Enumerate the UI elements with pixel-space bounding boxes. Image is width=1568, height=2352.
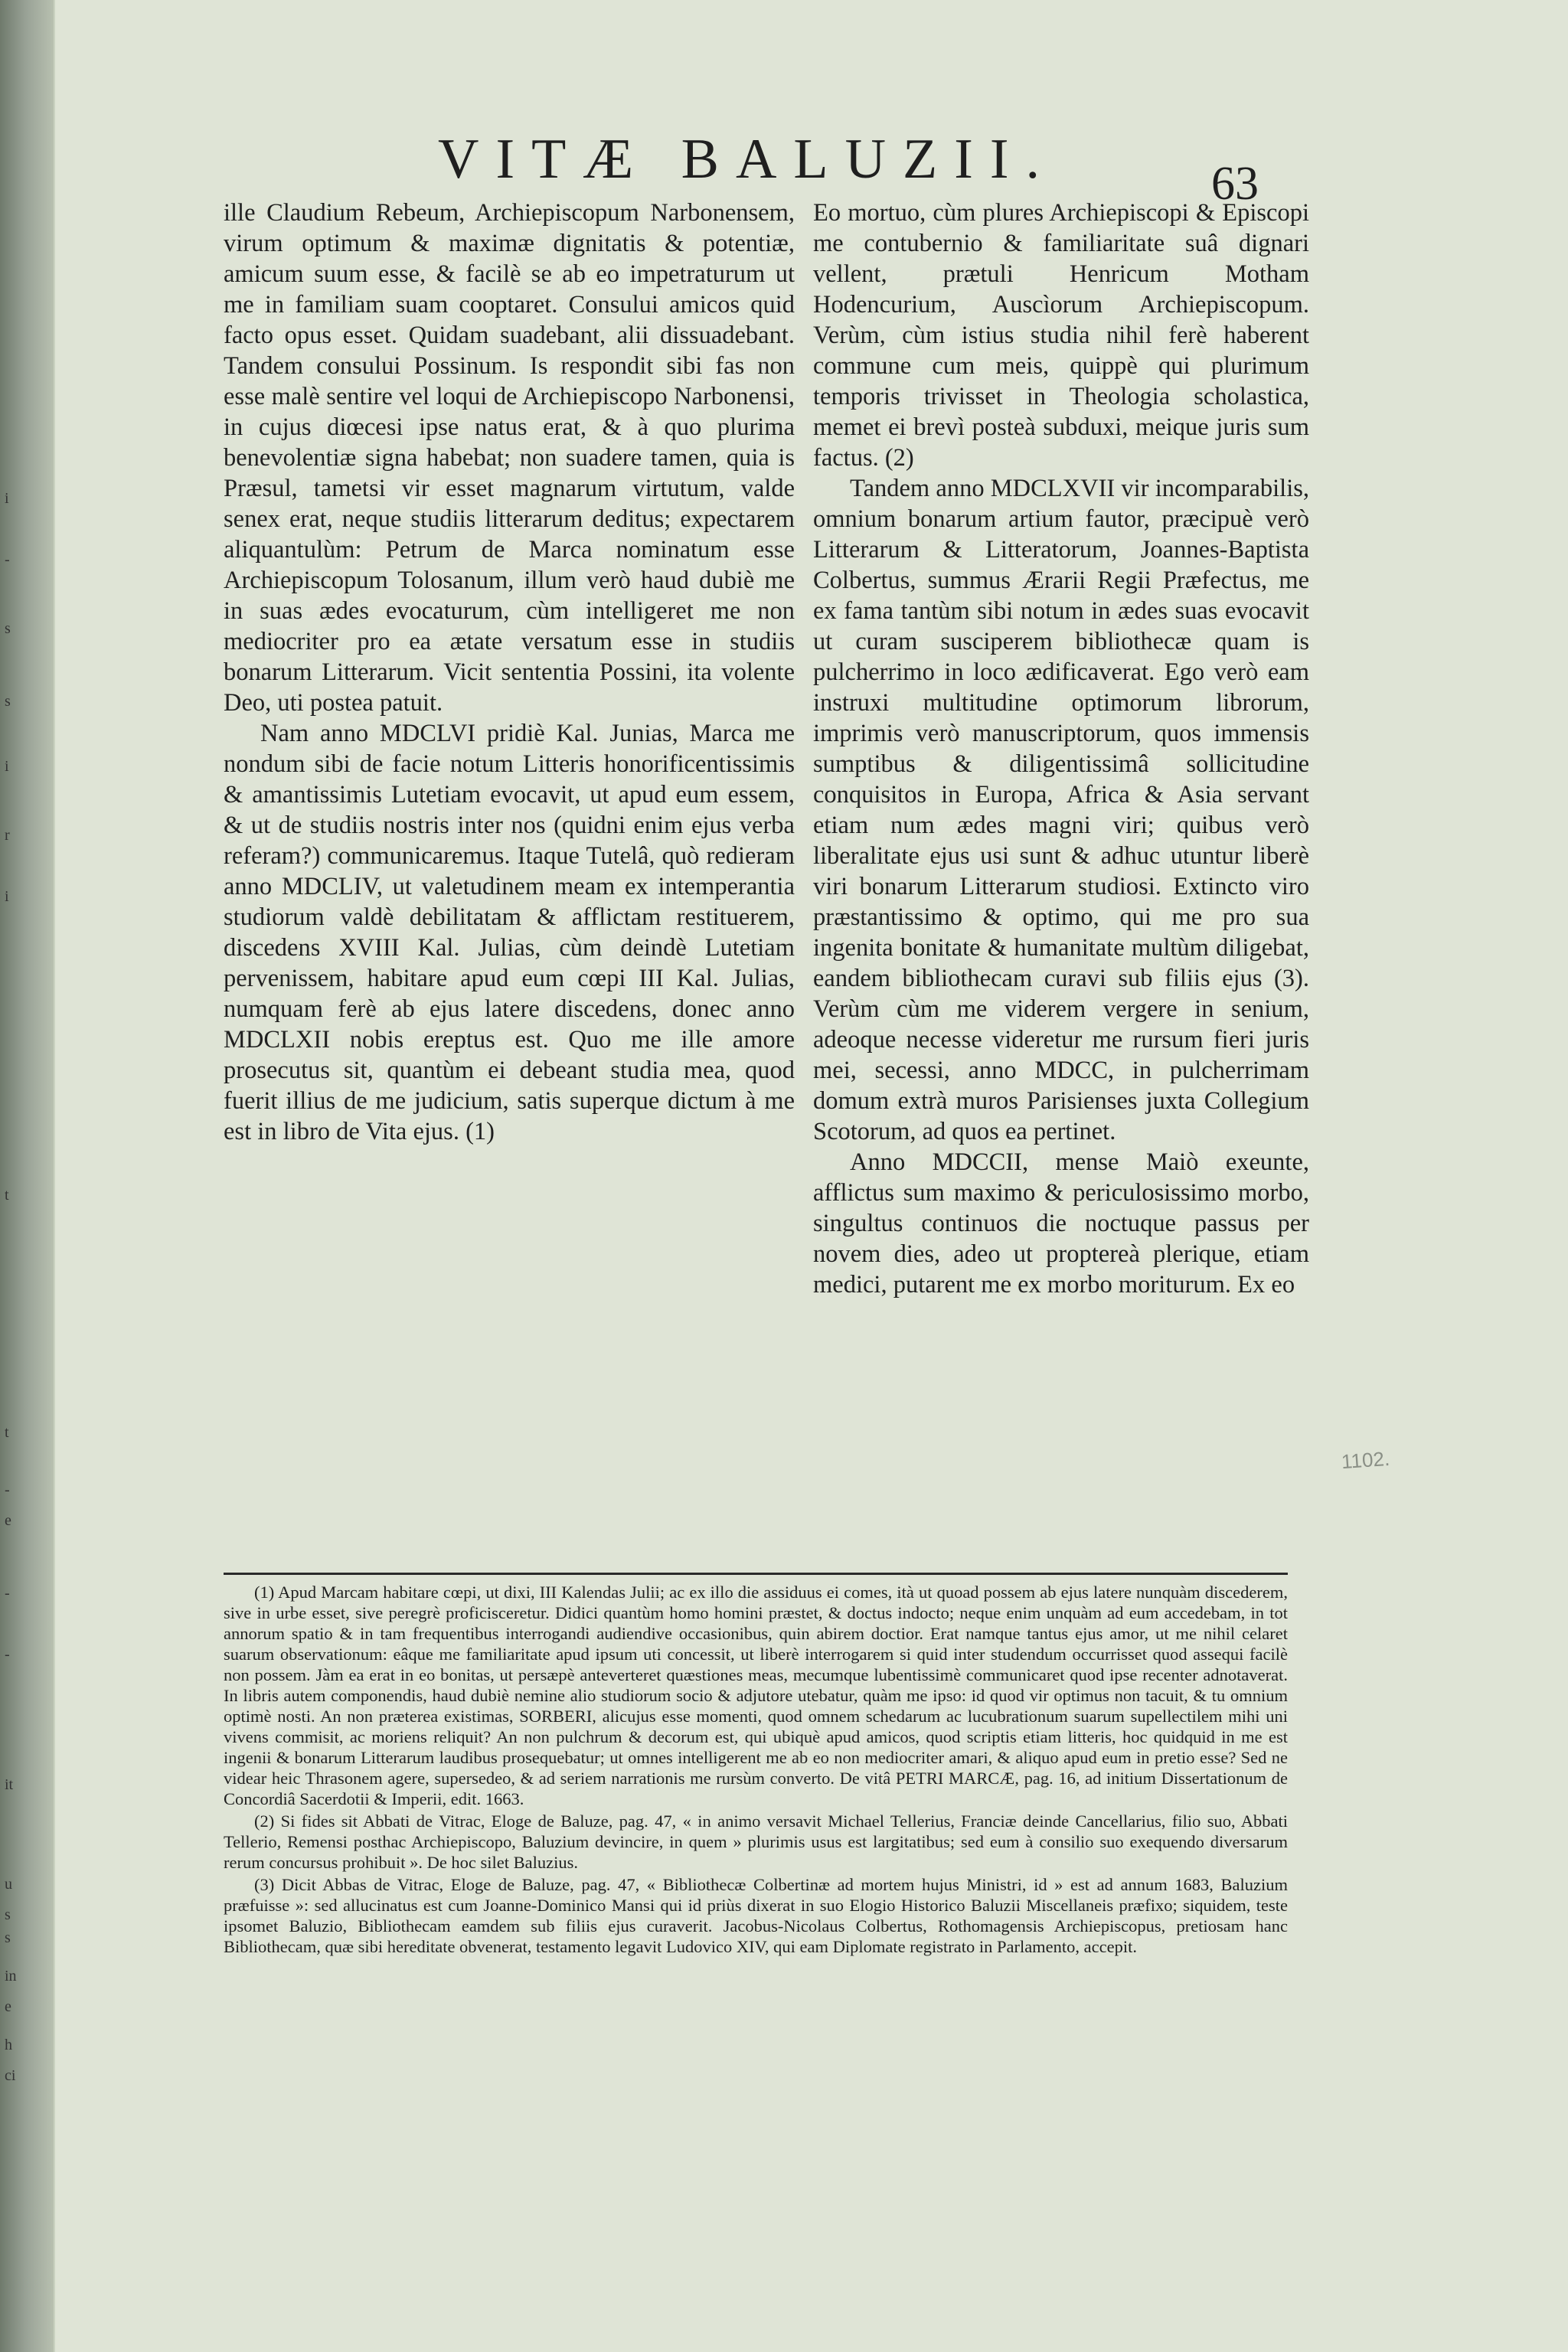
book-page <box>55 0 1568 2352</box>
paragraph: Eo mortuo, cùm plures Archiepiscopi & Episcopi me contubernio & familiaritate suâ dignari vellent, prætuli Henricum Motham Hodencurium, Auscìorum Archiepiscopum. Verùm, cùm istius studia nihil ferè haberent commune cum meis, quippè qui plurimum temporis trivisset in Theologia scholastica, memet ei brevì posteà subduxi, meique juris sum factus. (2) <box>813 199 1309 472</box>
paragraph: Nam anno MDCLVI pridiè Kal. Junias, Marca me nondum sibi de facie notum Litteris honorificentissimis & amantissimis Lutetiam evocavit, ut apud eum essem, & ut de studiis nostris inter nos (quidni enim ejus verba referam?) communicaremus. Itaque Tutelâ, quò redieram anno MDCLIV, ut valetudinem meam ex intemperantia studiorum valdè debilitatam & afflictam restituerem, discedens XVIII Kal. Julias, cùm deindè Lutetiam pervenissem, habitare apud eum cœpi III Kal. Julias, numquam ferè ab ejus latere discedens, donec anno MDCLXII nobis ereptus est. Quo me ille amore prosecutus sit, quantùm ei debeant studia mea, quod fuerit illius de me judicium, satis superque dictum à me est in libro de Vita ejus. (1) <box>224 720 795 1145</box>
pencil-annotation: 1102. <box>1340 1446 1391 1474</box>
margin-fragment: t <box>5 1187 9 1204</box>
right-column <box>813 198 1309 1300</box>
margin-fragment: - <box>5 551 10 568</box>
footnote-rule <box>224 1573 1288 1575</box>
margin-fragment: i <box>5 888 9 905</box>
left-column <box>224 198 795 1147</box>
paragraph: ille Claudium Rebeum, Archiepiscopum Narbonensem, virum optimum & maximæ dignitatis & potentiæ, amicum suum esse, & facilè se ab eo impetraturum ut me in familiam suam cooptaret. Consului amicos quid facto opus esset. Quidam suadebant, alii dissuadebant. Tandem consului Possinum. Is respondit sibi fas non esse malè sentire vel loqui de Archiepiscopo Narbonensi, in cujus diœcesi ipse natus erat, & à quo plurima benevolentiæ signa habebat; non suadere tamen, quia is Præsul, tametsi vir esset magnarum virtutum, valde senex erat, neque studiis litterarum deditus; expectarem aliquantulùm: Petrum de Marca nominatum esse Archiepiscopum Tolosanum, illum verò haud dubiè me in suas ædes evocaturum, cùm intelligeret me non mediocriter pro ea ætate versatum esse in studiis bonarum Litterarum. Vicit sententia Possini, ita volente Deo, uti postea patuit. <box>224 199 795 717</box>
margin-fragment: in <box>5 1968 17 1984</box>
footnotes <box>224 1582 1288 1958</box>
margin-fragment: - <box>5 1646 10 1663</box>
margin-fragment: t <box>5 1424 9 1441</box>
margin-fragment: - <box>5 1481 10 1498</box>
margin-fragment: s <box>5 693 11 710</box>
margin-fragment: s <box>5 1906 11 1923</box>
margin-fragment: s <box>5 620 11 637</box>
paragraph: Anno MDCCII, mense Maiò exeunte, afflictus sum maximo & periculosissimo morbo, singultus continuos die noctuque passus per novem dies, adeo ut proptereà plerique, etiam medici, putarent me ex morbo moriturum. Ex eo <box>813 1148 1309 1298</box>
margin-fragment: i <box>5 758 9 775</box>
page-number: 63 <box>1211 158 1259 210</box>
margin-fragment: it <box>5 1776 14 1793</box>
footnote: (1) Apud Marcam habitare cœpi, ut dixi, III Kalendas Julii; ac ex illo die assiduus ei comes, ità ut quoad possem ab ejus latere nunquàm discederem, sive in urbe esset, sive peregrè proficisceretur. Didici quantùm homo homini præstet, & doctus indocto; neque enim unquàm ad eum accedebam, in tot annorum spatio & in tam frequentibus interrogandi audiendive occasionibus, quin abirem doctior. Erat namque tantus ejus amor, ut me nihil celaret suarum observationum: eâque me familiaritate apud ipsum uti concessit, ut liberè interrogarem si quid inter studendum occurrisset quod assequi facilè non possem. Jàm ea erat in eo bonitas, ut persæpè anteverteret quæstiones meas, mecumque lubentissimè communicaret quod ipse recenter adnotaverat. In libris autem componendis, haud dubiè nemine alio studiorum socio & adjutore utebatur, quàm me ipso: id quod vir optimus non tacuit, & tu omnium optimè nosti. An non præterea existimas, SORBERI, alicujus esse momenti, quod omnem schedarum ac lucubrationum suarum supellectilem mihi uni vivens commisit, ac moriens reliquit? An non pulchrum & decorum est, qui ubiquè apud amicos, quod scriptis etiam litteris, hoc quidquid in me est ingenii & bonarum Litterarum laudibus prosequebatur; ut omnes intelligerent me ab eo non mediocriter amari, & aliquo apud eum in pretio esse? Sed ne videar heic Thrasonem agere, supersedeo, & ad seriem narrationis me rursùm converto. De vitâ PETRI MARCÆ, pag. 16, ad initium Dissertationum de Concordiâ Sacerdotii & Imperii, edit. 1663. <box>224 1583 1288 1808</box>
margin-fragment: - <box>5 1585 10 1602</box>
running-head: VITÆ BALUZII. <box>438 128 1057 191</box>
margin-fragment: h <box>5 2037 12 2053</box>
footnote: (2) Si fides sit Abbati de Vitrac, Eloge de Baluze, pag. 47, « in animo versavit Michael Tellerius, Franciæ deinde Cancellarius, filio suo, Abbati Tellerio, Remensi posthac Archiepiscopo, Baluzium devincire, in quem » plurimis usus est largitatibus; sed eum à consilio suo exequendo diversarum rerum concursus prohibuit ». De hoc silet Baluzius. <box>224 1811 1288 1872</box>
margin-fragment: r <box>5 827 10 844</box>
margin-fragment: e <box>5 1998 11 2015</box>
paragraph: Tandem anno MDCLXVII vir incomparabilis, omnium bonarum artium fautor, præcipuè verò Litterarum & Litteratorum, Joannes-Baptista Colbertus, summus Ærarii Regii Præfectus, me ex fama tantùm sibi notum in ædes suas evocavit ut curam susciperem bibliothecæ quam is pulcherrimo in loco ædificaverat. Ego verò eam instruxi multitudine optimorum librorum, imprimis verò manuscriptorum, quos immensis sumptibus & diligentissimâ sollicitudine conquisitos in Europa, Africa & Asia servant etiam num ædes magni viri; quibus verò liberalitate ejus usi sunt & adhuc utuntur liberè viri bonarum Litterarum studiosi. Extincto viro præstantissimo & optimo, qui me pro sua ingenita bonitate & humanitate multùm diligebat, eandem bibliothecam curavi sub filiis ejus (3). Verùm cùm me viderem vergere in senium, adeoque necesse videretur me rursum fieri juris mei, secessi, anno MDCC, in pulcherrimam domum extrà muros Parisienses juxta Collegium Scotorum, ad quos ea pertinet. <box>813 475 1309 1145</box>
footnote: (3) Dicit Abbas de Vitrac, Eloge de Baluze, pag. 47, « Bibliothecæ Colbertinæ ad mortem hujus Ministri, id » est ad annum 1683, Baluzium præfuisse »: sed allucinatus est cum Joanne-Dominico Mansi qui id priùs dixerat in suo Elogio Historico Baluzii Miscellaneis præfixo; siquidem, teste ipsomet Baluzio, Bibliothecam eamdem sub filiis ejus curaverit. Jacobus-Nicolaus Colbertus, Rothomagensis Archiepiscopus, pretiosam hanc Bibliothecam, quæ sibi hereditate obvenerat, testamento legavit Ludovico XIV, qui eam Diplomate registrato in Parlamento, accepit. <box>224 1875 1288 1956</box>
margin-fragment: ci <box>5 2067 16 2084</box>
margin-fragment: i <box>5 490 9 507</box>
margin-fragment: e <box>5 1512 11 1529</box>
margin-fragment: s <box>5 1929 11 1946</box>
margin-fragment: u <box>5 1876 12 1893</box>
